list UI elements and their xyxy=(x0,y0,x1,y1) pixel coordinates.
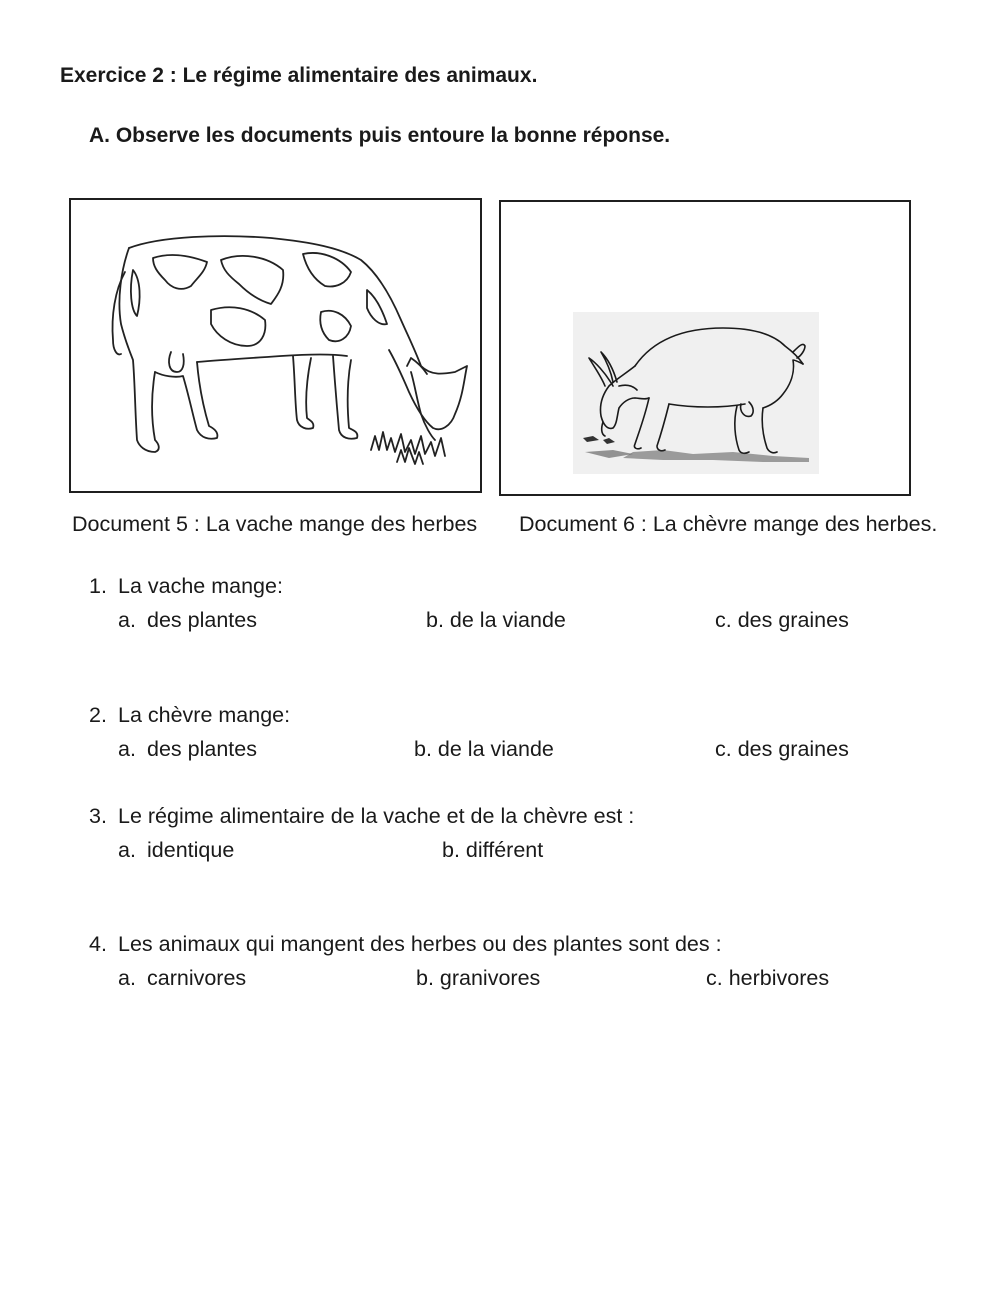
document-5-caption: Document 5 : La vache mange des herbes xyxy=(72,512,478,536)
question-2-option-a[interactable]: des plantes xyxy=(147,737,257,761)
question-3-option-b[interactable]: b. différent xyxy=(442,838,544,862)
question-1-option-c[interactable]: c. des graines xyxy=(715,608,849,632)
question-4-option-a-letter: a. xyxy=(118,966,136,990)
question-2-option-b[interactable]: b. de la viande xyxy=(414,737,554,761)
question-3-number: 3. xyxy=(89,804,107,828)
document-6-frame xyxy=(499,200,911,496)
question-2-text: La chèvre mange: xyxy=(118,703,291,727)
question-1-option-b[interactable]: b. de la viande xyxy=(426,608,566,632)
question-1-text: La vache mange: xyxy=(118,574,283,598)
question-3-option-a-letter: a. xyxy=(118,838,136,862)
question-3-text: Le régime alimentaire de la vache et de la chèvre est : xyxy=(118,804,635,828)
question-3-option-a[interactable]: identique xyxy=(147,838,235,862)
question-2-option-a-letter: a. xyxy=(118,737,136,761)
question-2-number: 2. xyxy=(89,703,107,727)
exercise-title: Exercice 2 : Le régime alimentaire des animaux. xyxy=(60,64,538,87)
instruction: A. Observe les documents puis entoure la bonne réponse. xyxy=(89,124,671,147)
goat-grazing-icon xyxy=(573,312,819,474)
question-1-number: 1. xyxy=(89,574,107,598)
question-2-option-c[interactable]: c. des graines xyxy=(715,737,849,761)
question-1-option-a-letter: a. xyxy=(118,608,136,632)
question-4-option-b[interactable]: b. granivores xyxy=(416,966,541,990)
document-5-frame xyxy=(69,198,482,493)
question-4-option-c[interactable]: c. herbivores xyxy=(706,966,830,990)
cow-grazing-icon xyxy=(71,200,480,491)
question-1-option-a[interactable]: des plantes xyxy=(147,608,257,632)
question-4-text: Les animaux qui mangent des herbes ou des plantes sont des : xyxy=(118,932,722,956)
question-4-option-a[interactable]: carnivores xyxy=(147,966,247,990)
document-6-caption: Document 6 : La chèvre mange des herbes. xyxy=(519,512,938,536)
question-4-number: 4. xyxy=(89,932,107,956)
